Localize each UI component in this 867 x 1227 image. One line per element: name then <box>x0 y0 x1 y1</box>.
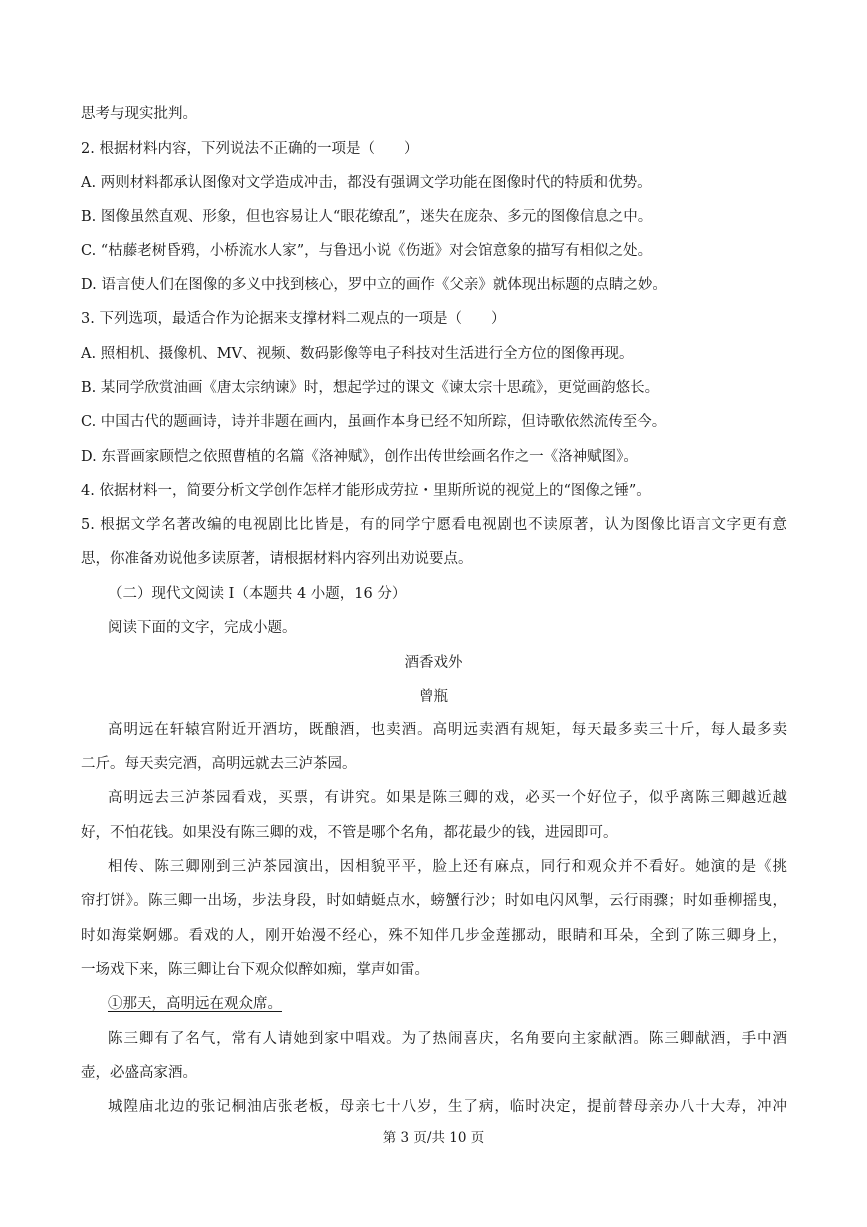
option-d: D. 东晋画家顾恺之依照曹植的名篇《洛神赋》，创作出传世绘画名作之一《洛神赋图》。 <box>81 449 638 465</box>
option-a: A. 照相机、摄像机、MV、视频、数码影像等电子科技对生活进行全方位的图像再现。 <box>81 346 634 362</box>
story-title: 酒香戏外 <box>404 655 463 671</box>
option-b: B. 图像虽然直观、形象，但也容易让人“眼花缭乱”，迷失在庞杂、多元的图像信息之中。 <box>81 209 653 225</box>
story-author: 曾瓶 <box>419 689 448 705</box>
question-3: 3. 下列选项，最适合作为论据来支撑材料二观点的一项是（ ） <box>81 311 506 327</box>
paragraph-line: 二斤。每天卖完酒，高明远就去三泸茶园。 <box>81 756 357 772</box>
option-c: C. “枯藤老树昏鸦，小桥流水人家”，与鲁迅小说《伤逝》对会馆意象的描写有相似之处。 <box>81 243 653 259</box>
paragraph-line: 相传、陈三卿刚到三泸茶园演出，因相貌平平，脸上还有麻点，同行和观众并不看好。她演的是《挑 <box>108 859 787 875</box>
paragraph-line: 城隍庙北边的张记桐油店张老板，母亲七十八岁，生了病，临时决定，提前替母亲办八十大寿，冲冲 <box>108 1099 787 1115</box>
paragraph-line: 高明远在轩辕宫附近开酒坊，既酿酒，也卖酒。高明远卖酒有规矩，每天最多卖三十斤，每人最多卖 <box>108 722 787 738</box>
paragraph-line: 壶，必盛高家酒。 <box>81 1065 197 1081</box>
paragraph-line: 一场戏下来，陈三卿让台下观众似醉如痴，掌声如雷。 <box>81 962 429 978</box>
question-5-cont: 思，你准备劝说他多读原著，请根据材料内容列出劝说要点。 <box>81 551 473 567</box>
paragraph-line: 好，不怕花钱。如果没有陈三卿的戏，不管是哪个名角，都花最少的钱，进园即可。 <box>81 825 618 841</box>
paragraph-line: 高明远去三泸茶园看戏，买票，有讲究。如果是陈三卿的戏，必买一个好位子，似乎离陈三卿越近越 <box>108 790 787 806</box>
paragraph-line: 陈三卿有了名气，常有人请她到家中唱戏。为了热闹喜庆，名角要向主家献酒。陈三卿献酒，手中酒 <box>108 1031 787 1047</box>
section-heading: （二）现代文阅读 I（本题共 4 小题，16 分） <box>108 586 407 602</box>
option-a: A. 两则材料都承认图像对文学造成冲击，都没有强调文学功能在图像时代的特质和优势。 <box>81 175 652 191</box>
option-c: C. 中国古代的题画诗，诗并非题在画内，虽画作本身已经不知所踪，但诗歌依然流传至今。 <box>81 414 667 430</box>
question-2: 2. 根据材料内容，下列说法不正确的一项是（ ） <box>81 141 419 157</box>
text-line: 思考与现实批判。 <box>81 106 197 122</box>
option-b: B. 某同学欣赏油画《唐太宗纳谏》时，想起学过的课文《谏太宗十思疏》，更觉画韵悠长。 <box>81 380 660 396</box>
option-d: D. 语言使人们在图像的多义中找到核心，罗中立的画作《父亲》就体现出标题的点睛之妙。 <box>81 277 667 293</box>
underlined-sentence: ①那天，高明远在观众席。 <box>108 996 282 1012</box>
question-4: 4. 依据材料一，简要分析文学创作怎样才能形成劳拉・里斯所说的视觉上的“图像之锤”。 <box>81 483 651 499</box>
paragraph-line: 帘打饼》。陈三卿一出场，步法身段，时如蜻蜓点水，螃蟹行沙；时如电闪风掣，云行雨骤；时如垂柳摇曳， <box>81 893 787 909</box>
question-5: 5. 根据文学名著改编的电视剧比比皆是，有的同学宁愿看电视剧也不读原著，认为图像比语言文字更有意 <box>81 517 787 533</box>
instruction: 阅读下面的文字，完成小题。 <box>108 620 297 636</box>
paragraph-line: 时如海棠婀娜。看戏的人，刚开始漫不经心，殊不知伴几步金莲挪动，眼睛和耳朵，全到了陈三卿身上， <box>81 928 787 944</box>
page-number: 第 3 页/共 10 页 <box>382 1130 485 1146</box>
